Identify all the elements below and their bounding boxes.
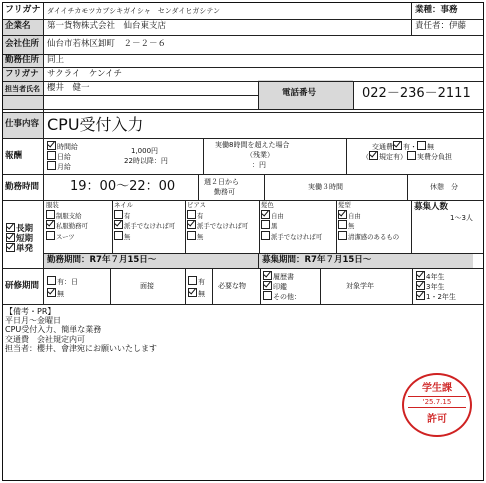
- stamp-bottom: 許可: [427, 414, 447, 425]
- interview-label: 面接: [140, 282, 154, 290]
- notes-line: CPU受付入力、簡単な業務: [5, 325, 102, 335]
- company-label: 企業名: [5, 21, 31, 31]
- transport: 交通費 有・ 無: [372, 143, 434, 151]
- days-line2: 勤務可: [214, 188, 235, 196]
- hair-color-group: 髪色 自由 黒 派手でなければ可: [261, 201, 323, 242]
- term-short: 短期: [6, 233, 33, 245]
- approval-stamp: [402, 373, 472, 437]
- days-line1: 週２日から: [204, 178, 239, 186]
- pay-night: 22時以降：円: [124, 157, 168, 165]
- stamp-top: 学生課: [422, 383, 452, 394]
- work-address-value: 同上: [47, 55, 65, 65]
- notes-title: 【備考・PR】: [5, 307, 56, 316]
- stamp-date: '25.7.15: [408, 396, 466, 408]
- grade-12: 1・2年生: [416, 291, 456, 301]
- hours-label: 勤務時間: [5, 182, 40, 192]
- nail-group: ネイル 有 派手でなければ可 無: [114, 201, 176, 242]
- notes-line: 交通費 会社規定内可: [5, 334, 85, 344]
- clothes-group: 服装 制服支給 私服勤務可 スーツ: [46, 201, 88, 242]
- overtime-sub: （残業）: [246, 151, 274, 159]
- training-no: 無: [47, 288, 64, 298]
- job-content: CPU受付入力: [47, 115, 144, 134]
- company-name: 第一貨物株式会社 仙台東支店: [47, 21, 167, 31]
- notes-line: 担当者：櫻井、會津宛にお願いいたします: [5, 343, 157, 353]
- recruit-period: 募集期間：R7年７月15日〜: [262, 255, 372, 265]
- phone-number: 022－236－2111: [362, 86, 471, 101]
- transport-rule: （ 規定有） 実費分負担: [362, 153, 452, 161]
- interview-no: 無: [188, 288, 205, 298]
- company-furigana: ダイイチカモツカブシキガイシャ センダイヒガシテン: [47, 7, 220, 15]
- recruit-label: 募集人数: [414, 202, 449, 212]
- contact-furigana-label: フリガナ: [5, 69, 39, 79]
- grade-3: 3年生: [416, 281, 444, 291]
- hair-style-group: 髪型 自由 無 清潔感のあるもの: [338, 201, 400, 242]
- notes-line: 平日月〜金曜日: [5, 316, 61, 326]
- contact-furigana: サクライ ケンイチ: [47, 69, 123, 79]
- overtime-title: 実働8時間を超えた場合: [215, 141, 290, 149]
- address-label: 会社住所: [5, 39, 40, 49]
- overtime-yen: ：円: [252, 161, 266, 169]
- item-other: その他：: [263, 291, 301, 301]
- term-long: 長期: [6, 223, 33, 235]
- furigana-label: フリガナ: [5, 5, 41, 15]
- term-single: 単発: [6, 243, 33, 255]
- job-label: 仕事内容: [5, 119, 40, 129]
- pay-daily: 日給: [47, 151, 71, 161]
- work-address-label: 勤務住所: [5, 55, 40, 65]
- industry: 業種：事務: [415, 5, 458, 15]
- person-name: 櫻井 健一: [47, 83, 90, 93]
- person-label: 担当者氏名: [5, 85, 40, 93]
- grade-label: 対象学年: [346, 282, 374, 290]
- training-label: 研修期間: [5, 281, 40, 291]
- manager: 責任者：伊藤: [415, 21, 467, 31]
- item-resume: 履歴書: [263, 271, 294, 281]
- break-time: 休憩 分: [430, 183, 458, 191]
- notes-section: [5, 307, 157, 353]
- phone-label: 電話番号: [282, 88, 317, 98]
- pay-amount: 1,000円: [131, 147, 159, 155]
- piercing-group: ピアス 有 派手でなければ可 無: [187, 201, 249, 242]
- work-period: 勤務期間：R7年７月15日〜: [47, 255, 157, 265]
- item-seal: 印鑑: [263, 281, 287, 291]
- pay-hourly: 時間給: [47, 141, 78, 151]
- work-time: 19：00〜22：00: [70, 179, 176, 194]
- pay-label: 報酬: [5, 151, 23, 161]
- recruit-count: 1〜3人: [450, 214, 473, 222]
- pay-monthly: 月給: [47, 161, 71, 171]
- items-label: 必要な物: [218, 282, 246, 290]
- actual-hours: 実働３時間: [308, 183, 343, 191]
- address-value: 仙台市若林区卸町 ２－２－６: [47, 39, 167, 49]
- interview-yes: 有: [188, 276, 205, 286]
- grade-4: 4年生: [416, 271, 444, 281]
- training-yes: 有：日: [47, 276, 78, 286]
